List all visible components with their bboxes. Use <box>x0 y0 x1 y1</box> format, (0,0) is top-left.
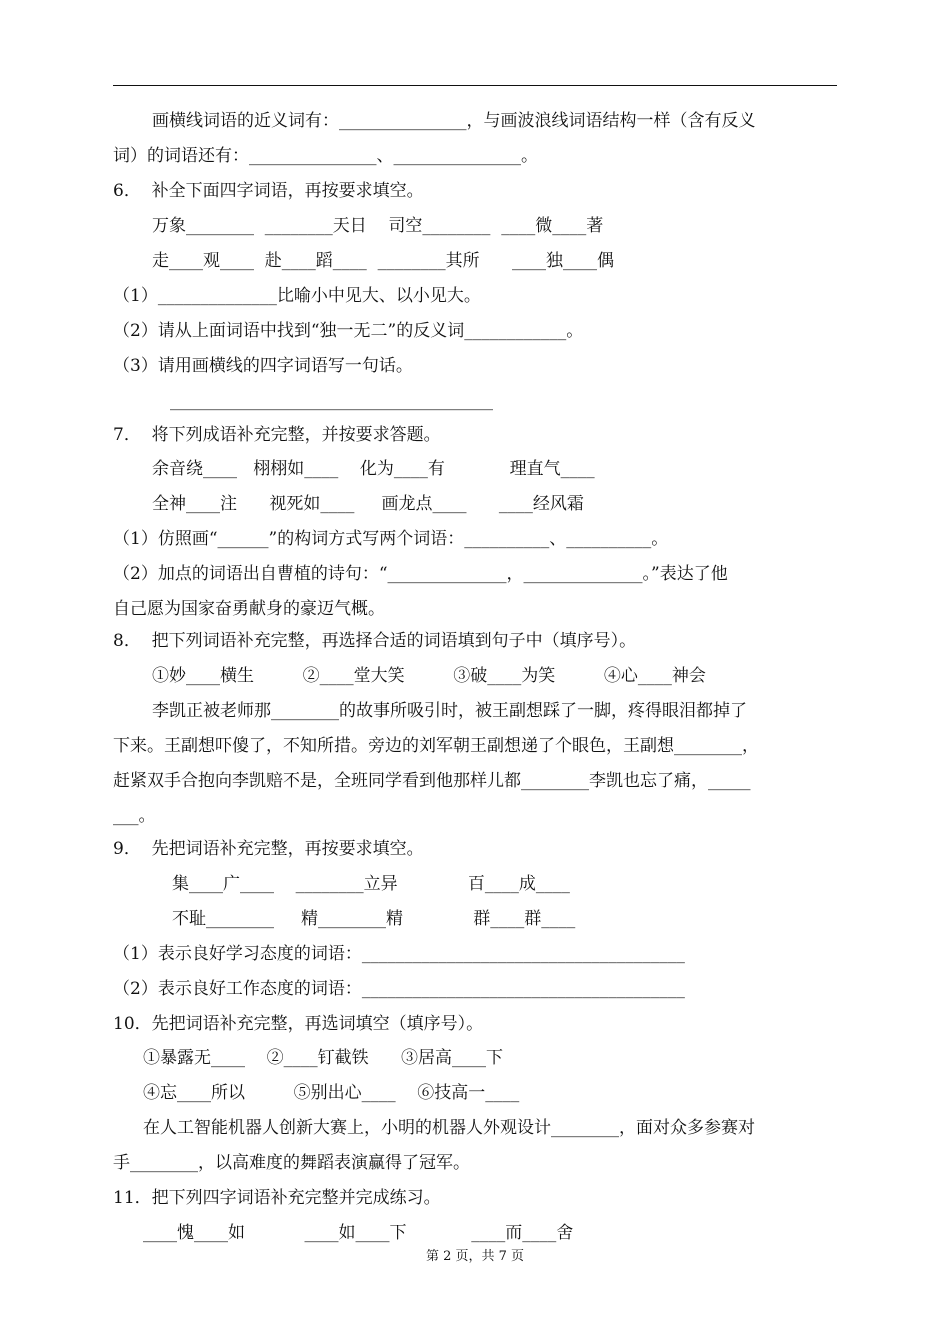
word-row: 全神____注 视死如____ 画龙点____ ____经风霜 <box>152 494 584 514</box>
word-row: ____愧____如 ____如____下 ____而____舍 <box>143 1223 574 1243</box>
question-9-title: 9． 先把词语补充完整，再按要求填空。 <box>113 839 424 859</box>
word-row: 不耻________ 精________精 群____群____ <box>172 909 576 929</box>
header-rule <box>113 85 837 86</box>
sub-question: （2）加点的词语出自曹植的诗句：“______________，______________。”表达了他 <box>113 564 728 584</box>
question-7-title: 7． 将下列成语补充完整，并按要求答题。 <box>113 425 441 445</box>
sub-question: （3）请用画横线的四字词语写一句话。 <box>113 356 413 376</box>
sub-question: （1）仿照画“______”的构词方式写两个词语：__________、__________。 <box>113 529 669 549</box>
question-8-title: 8． 把下列词语补充完整，再选择合适的词语填到句子中（填序号）。 <box>113 631 637 651</box>
sub-question: （1）表示良好学习态度的词语：______________________________________ <box>113 944 685 964</box>
text-line: 自己愿为国家奋勇献身的豪迈气概。 <box>113 599 385 619</box>
sub-question: （2）表示良好工作态度的词语：______________________________________ <box>113 979 685 999</box>
question-6-title: 6． 补全下面四字词语，再按要求填空。 <box>113 181 424 201</box>
word-row: 走____观____ 赴____蹈____ ________其所 ____独____偶 <box>152 251 615 271</box>
word-row: 集____广____ ________立异 百____成____ <box>172 874 570 894</box>
word-row: 余音绕____ 栩栩如____ 化为____有 理直气____ <box>152 459 595 479</box>
answer-line: ______________________________________ <box>170 391 493 411</box>
text-line: 画横线词语的近义词有：_______________，与画波浪线词语结构一样（含有反义 <box>152 111 756 131</box>
passage-line: ___。 <box>113 806 156 826</box>
passage-line: 下来。王副想吓傻了，不知所措。旁边的刘军朝王副想递了个眼色，王副想________， <box>113 736 759 756</box>
word-row: ④忘____所以 ⑤别出心____ ⑥技高一____ <box>143 1083 520 1103</box>
word-row: ①暴露无____ ②____钉截铁 ③居高____下 <box>143 1048 504 1068</box>
word-row: 万象________ ________天日 司空________ ____微____著 <box>152 216 604 236</box>
question-11-title: 11．把下列四字词语补充完整并完成练习。 <box>113 1188 441 1208</box>
page-number: 第 2 页，共 7 页 <box>425 1249 525 1264</box>
passage-line: 李凯正被老师那________的故事所吸引时，被王副想踩了一脚，疼得眼泪都掉了 <box>152 701 747 721</box>
sub-question: （2）请从上面词语中找到“独一无二”的反义词____________。 <box>113 321 584 341</box>
passage-line: 在人工智能机器人创新大赛上，小明的机器人外观设计________，面对众多参赛对 <box>143 1118 755 1138</box>
sub-question: （1）______________比喻小中见大、以小见大。 <box>113 286 481 306</box>
text-line: 词）的词语还有：_______________、_______________。 <box>113 146 538 166</box>
word-row: ①妙____横生 ②____堂大笑 ③破____为笑 ④心____神会 <box>152 666 706 686</box>
passage-line: 手________，以高难度的舞蹈表演赢得了冠军。 <box>113 1153 470 1173</box>
question-10-title: 10．先把词语补充完整，再选词填空（填序号）。 <box>113 1014 484 1034</box>
passage-line: 赶紧双手合抱向李凯赔不是，全班同学看到他那样儿都________李凯也忘了痛，_____ <box>113 771 751 791</box>
